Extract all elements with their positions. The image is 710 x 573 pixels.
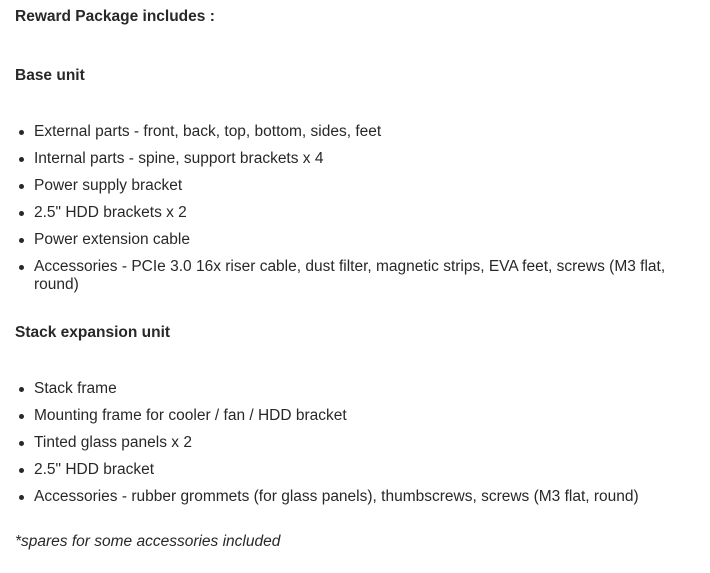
list-item-text: Mounting frame for cooler / fan / HDD bracket: [34, 407, 347, 424]
bullet-icon: [19, 495, 24, 500]
bullet-icon: [19, 211, 24, 216]
list-item-text: Accessories - rubber grommets (for glass panels), thumbscrews, screws (M3 flat, round): [34, 488, 639, 505]
bullet-icon: [19, 238, 24, 243]
list-item-text: Stack frame: [34, 380, 117, 397]
list-item-text: Power extension cable: [34, 231, 190, 248]
section-heading-base-unit: Base unit: [15, 67, 85, 84]
bullet-icon: [19, 414, 24, 419]
bullet-icon: [19, 441, 24, 446]
list-item: [15, 177, 695, 195]
list-item: [15, 461, 695, 479]
list-item-text: External parts - front, back, top, bottom, sides, feet: [34, 123, 382, 140]
list-item-text: Power supply bracket: [34, 177, 183, 194]
bullet-icon: [19, 130, 24, 135]
bullet-icon: [19, 184, 24, 189]
stack-expansion-list: [15, 380, 695, 515]
list-item-text: Internal parts - spine, support brackets x 4: [34, 150, 324, 167]
page-title: Reward Package includes :: [15, 8, 215, 25]
list-item-text: 2.5" HDD brackets x 2: [34, 204, 187, 221]
list-item: [15, 258, 695, 294]
list-item: [15, 434, 695, 452]
list-item: [15, 150, 695, 168]
footnote: *spares for some accessories included: [15, 533, 281, 550]
section-heading-stack-expansion-unit: Stack expansion unit: [15, 324, 171, 341]
list-item: [15, 488, 695, 506]
list-item-text: Tinted glass panels x 2: [34, 434, 192, 451]
list-item-text: 2.5" HDD bracket: [34, 461, 155, 478]
bullet-icon: [19, 468, 24, 473]
list-item-text: Accessories - PCIe 3.0 16x riser cable, dust filter, magnetic strips, EVA feet, screws (M3 flat, round): [34, 258, 666, 293]
bullet-icon: [19, 387, 24, 392]
list-item: [15, 231, 695, 249]
list-item: [15, 380, 695, 398]
list-item: [15, 204, 695, 222]
bullet-icon: [19, 265, 24, 270]
base-unit-list: [15, 123, 695, 303]
list-item: [15, 407, 695, 425]
bullet-icon: [19, 157, 24, 162]
list-item: [15, 123, 695, 141]
